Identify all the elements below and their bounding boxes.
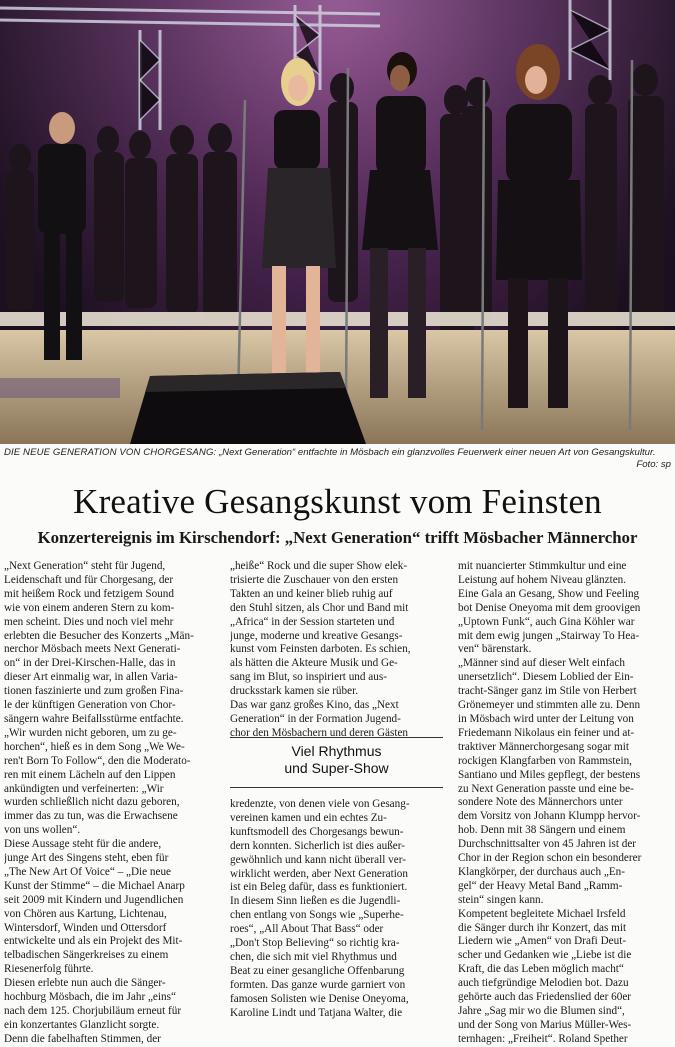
text-line: ven“ bärenstark. [458,643,532,656]
text-line: tracht-Sänger ganz im Stile von Herbert [458,685,637,698]
text-line: Wintersdorf, Winden und Ottersdorf [4,921,167,934]
article-column-3 [458,560,671,1047]
text-line: chen, die sich mit viel Rhythmus und [230,950,397,963]
text-line: ankündigten und verfeinerten: „Wir [4,782,164,795]
text-line: trisierte die Zuschauer von den ersten [230,573,399,586]
text-line: Grönemeyer und stimmten alle zu. Denn [458,699,641,712]
text-line: „Don't Stop Believing“ so richtig kra- [230,937,400,950]
text-line: kunftsmodell des Chorgesangs bewun- [230,825,404,838]
text-line: Das war ganz großes Kino, das „Next [230,699,399,712]
text-line: junge Art des Singens steht, eben für [4,852,169,865]
text-line: Riesenerfolg führte. [4,963,94,976]
text-line: dem Vorsitz von Johann Klumpp hervor- [458,810,641,823]
text-line: wurden schließlich nicht dazu geboren, [4,796,180,809]
text-line: hob. Denn mit 38 Sängern und einem [458,824,626,837]
caption-text: „Next Generation“ entfachte in Mösbach ein glanzvolles Feuerwerk einer neuen Art von Gesangskultur. [218,447,656,458]
text-line: men scheint. Dies und noch viel mehr [4,615,174,628]
text-line: Klangkörper, der durchaus auch „En- [458,865,625,878]
intertitle-line-2: und Super-Show [284,760,389,776]
text-line: rockigen Klangfarben von Rammstein, [458,754,632,767]
text-line: Generation“ in der Formation Jugend- [230,712,401,725]
text-line: vereinen kamen und ein echtes Zu- [230,811,387,824]
choir-on-stage-illustration [0,0,675,444]
text-line: le der künftigen Generation von Chor- [4,699,176,712]
photo-credit: Foto: sp [636,458,671,470]
text-line: stein“ singen kann. [458,893,544,906]
text-line: Friedemann Nikolaus ein feiner und at- [458,726,635,739]
text-line: dern konnten. Sicherlich ist dies außer- [230,839,405,852]
text-line: Leidenschaft und für Chorgesang, der [4,573,174,586]
text-line: ein konzertantes Glanzlicht sorgte. [4,1018,160,1031]
text-line: erlebten die Besucher des Konzerts „Män- [4,629,194,642]
text-line: gehörte auch das Friedenslied der 60er [458,991,632,1004]
text-line: Kraft, die das Leben möglich macht“ [458,963,624,976]
text-line: „Wir wurden nicht geboren, um zu ge- [4,726,177,739]
text-line: als hätten die Akteure Musik und Ge- [230,657,398,670]
text-line: Diese Aussage steht für die andere, [4,838,162,851]
text-line: Eine Gala an Gesang, Show und Feeling [458,587,640,600]
intertitle-rule-bottom [230,787,443,788]
text-line: ren't Born To Follow“, den die Moderato- [4,754,191,767]
text-line: entwickelte und als ein Projekt des Mit- [4,935,183,948]
text-line: seit 2009 mit Kindern und Jugendlichen [4,893,184,906]
text-line: „Next Generation“ steht für Jugend, [4,560,166,572]
text-line: chen entlang von Songs wie „Superhe- [230,909,404,922]
article-subheadline: Konzertereignis im Kirschendorf: „Next Generation“ trifft Mösbacher Männerchor [37,528,638,547]
text-line: mit dem ewig jungen „Stairway To Hea- [458,629,640,642]
text-line: auch tiefgründige Melodien bot. Dazu [458,977,629,990]
text-line: hochburg Mösbach, die im Jahr „eins“ [4,991,176,1004]
text-line: von uns wollen“. [4,824,81,837]
concert-photo [0,0,675,444]
text-line: dieser Art einmalig war, in allen Varia- [4,671,178,684]
text-line: Santiano und Miles gepflegt, der bestens [458,768,641,781]
text-line: Karoline Lindt und Tatjana Walter, die [230,1006,403,1019]
text-line: formten. Das ganze wurde garniert von [230,978,406,991]
text-line: gewöhnlich und kann nicht überall ver- [230,853,406,866]
text-line: kunst vom Feinsten darboten. Es schien, [230,643,411,656]
text-line: Kunst der Stimme“ – die Michael Anarp [4,879,185,892]
text-line: junge, moderne und kreative Gesangs- [230,629,403,642]
text-line: wie von einem anderen Stern zu kom- [4,601,175,614]
article-column-2-bottom [230,798,443,1021]
text-line: zu Next Generation passte und eine be- [458,782,634,795]
text-line: nach dem 125. Chorjubiläum erneut für [4,1005,182,1017]
text-line: drucksstark kamen sie rüber. [230,685,358,698]
article-column-2-top [230,560,443,741]
text-line: Beat zu einer gesangliche Offenbarung [230,964,405,977]
text-line: Jahre „Sag mir wo die Blumen sind“, [458,1005,625,1017]
article-headline: Kreative Gesangskunst vom Feinsten [73,482,602,521]
text-line: traktiver Männerchorgesang sogar mit [458,740,629,753]
text-line: sang im Blut, so inspiriert und aus- [230,671,387,684]
text-line: Denn die fabelhaften Stimmen, der [4,1032,161,1045]
text-line: tionen faszinierte und zum großen Fina- [4,685,184,698]
text-line: „The New Art Of Voice“ – „Die neue [4,865,172,878]
text-line: famosen Solisten wie Denise Oneyoma, [230,992,409,1005]
text-line: Liedern wie „Amen“ von Drafi Deut- [458,935,627,948]
text-line: in Mösbach wird unter der Leitung von [458,712,634,725]
intertitle-rule-top [230,737,443,738]
text-line: gel“ der Heavy Metal Band „Ramm- [458,879,623,892]
text-line: immer das zu tun, was die Erwachsene [4,810,178,823]
text-line: horchen“, hieß es in dem Song „We We- [4,740,185,753]
text-line: bot Denise Oneyoma mit dem groovigen [458,601,641,614]
text-line: roes“, „All About That Bass“ oder [230,923,384,936]
photo-caption [4,447,671,470]
text-line: sondere Note des Männerchors unter [458,796,623,809]
text-line: wirklicht werden, aber Next Generation [230,867,408,880]
article-column-1 [4,560,217,1047]
text-line: Leistung auf hohem Niveau glänzten. [458,573,627,586]
text-line: den Stuhl sitzen, als Chor und Band mit [230,601,409,614]
text-line: In diesem Sinn ließen es die Jugendli- [230,895,401,908]
text-line: „Uptown Funk“, auch Gina Köhler war [458,615,635,628]
text-line: Chor in der Region schon ein besonderer [458,852,642,865]
text-line: „heiße“ Rock und die super Show elek- [230,560,408,572]
intertitle [230,743,443,777]
text-line: ist ein Beleg dafür, dass es funktioniert. [230,881,408,894]
text-line: unersetzlich“. Diesem Loblied der Ein- [458,671,634,684]
text-line: scher und Gedanken wie „Liebe ist die [458,949,632,962]
text-line: und der Song von Marius Müller-Wes- [458,1018,632,1031]
intertitle-line-1: Viel Rhythmus [291,743,382,759]
text-line: ren mit einem Lächeln auf den Lippen [4,768,176,781]
text-line: on“ in der Drei-Kirschen-Halle, das in [4,657,176,670]
text-line: Durchschnittsalter von 45 Jahren ist der [458,838,637,851]
text-line: sängern wahre Beifallsstürme entfachte. [4,712,184,725]
text-line: Kompetent begleitete Michael Irsfeld [458,907,626,920]
text-line: ternhagen: „Freiheit“. Roland Spether [458,1032,628,1045]
text-line: von Chören aus Kartung, Lichtenau, [4,907,167,920]
text-line: nerchor Mösbach meets Next Generati- [4,643,181,656]
text-line: mit nuancierter Stimmkultur und eine [458,560,627,572]
text-line: telbadischen Sängerkreises zu einem [4,949,169,962]
text-line: chor den Mösbachern und deren Gästen [230,726,409,739]
text-line: „Africa“ in der Session starteten und [230,615,395,628]
text-line: „Männer sind auf dieser Welt einfach [458,657,625,670]
text-line: die Sänger durch ihr Konzert, das mit [458,921,627,934]
text-line: kredenzte, von denen viele von Gesang- [230,798,410,810]
text-line: Takten an und keiner blieb ruhig auf [230,587,393,600]
text-line: Diesen erlebte nun auch die Sänger- [4,977,166,990]
text-line: mit heißem Rock und fetzigem Sound [4,587,174,600]
caption-lead: DIE NEUE GENERATION VON CHORGESANG: [4,447,217,458]
